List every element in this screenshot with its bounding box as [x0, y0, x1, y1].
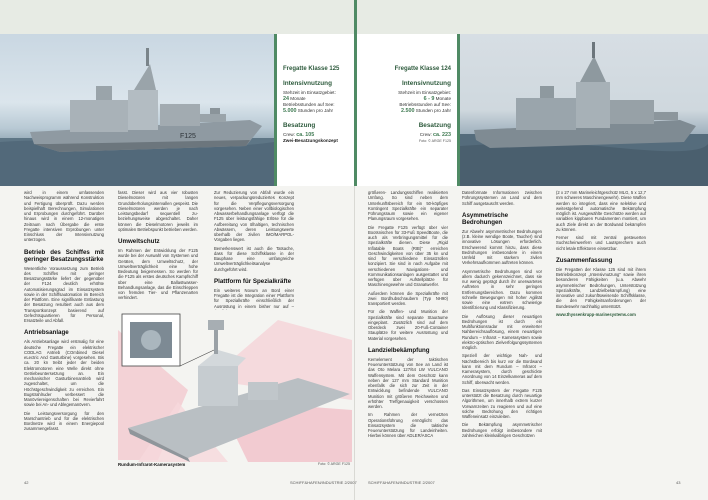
text-column-6	[556, 190, 646, 320]
top-band-right	[357, 0, 708, 34]
panel-line: Stehzeit im Einsatzgebiet:	[398, 90, 451, 95]
paragraph: Die Leistungsversorgung für den Marschantrieb und für die elektrischen Bordnetze wird in einem Energiepool zusammengefasst.	[24, 410, 104, 432]
paragraph: Die Fregatte F125 verfügt über vier Bootsnischen für 33-Fuß SpeedBoote, die auch als Verbringungsmittel für die Spezialkräfte dienen. Diese „Rigid Inflatable Boats (RIB)“ erreichen Geschwindigkeiten von über 35 kn und sind für verschiedene Einsatzrollen konzipiert. Sie sind in nach Aufgabe mit verschiedenen Navigations- und Kommunikationsanlagen ausgestattet und verfügen über Aufstellplätze für Maschinengewehre und Granatwerfer.	[368, 224, 448, 288]
magazine-name-left: SCHIFF&HAFEN/INDUSTRIE 2/2007	[290, 480, 357, 485]
illustration-credit: Foto: © ARGE F125	[318, 462, 351, 466]
panel-value: 2.500	[400, 108, 415, 114]
panel-unit: Stunden pro Jahr	[297, 108, 334, 113]
panel-value-line	[363, 108, 451, 114]
panel-unit: Monate	[435, 96, 451, 101]
panel-unit: Stunden pro Jahr	[415, 108, 451, 113]
paragraph: Wesentliche Voraussetzung zum Betrieb des Schiffes mit geringer Besatzungsstärke liefert der gegenüber der F124 deutlich erhöhte Automatisierungsgrad im Einsatzsystem sowie in der Schiffsautomation im Bereich der Plattform. Eine signifikante Entlastung der Besatzung resultiert auch aus dem Transportkonzept basierend auf Gefechtsquartieren für Personal, Ersatzteile und Abfall.	[24, 265, 104, 323]
panel-crew-label: Crew:	[419, 132, 432, 137]
paragraph: Im Rahmen der vernetzten Operationsführung ermöglicht das Einsatzsystem die taktische Feuerunterstützung für Landeinheiten. Hierbei können über ADLER/ASCA	[368, 412, 448, 439]
panel-heading-besatzung: Besatzung	[418, 122, 451, 129]
illustration-caption: Rundum-Infrarot-Kamerasystem	[118, 462, 186, 467]
panel-crew-note	[283, 138, 348, 144]
paragraph: Außerdem können die Spezialkräfte mit zwei Bordhubschraubern (Typ NH90) transportiert werden.	[368, 290, 448, 306]
paragraph: Speziell der wichtige Nah- und Nächstbereich bis kurz vor die Bordwand kann mit dem Rundum – Infrarot – Kamerasystem, durch geschickte Anordnung von 14 Einzelkameras auf dem Schiff, überwacht werden.	[462, 353, 542, 385]
text-column-2	[118, 190, 198, 304]
panel-value: 6 - 9	[423, 96, 435, 102]
panel-value-line	[283, 108, 348, 114]
panel-line: Stehzeit im Einsatzgebiet:	[283, 90, 336, 95]
panel-line: Betriebsstunden auf See:	[399, 102, 451, 107]
section-heading: Antriebsanlage	[24, 329, 69, 337]
text-column-3	[214, 190, 294, 317]
paragraph: Datenformate Informationen zwischen Führungssystemen an Land und dem Schiff ausgetauscht werden.	[462, 190, 542, 206]
photo-frigate-f124	[460, 34, 708, 186]
paragraph: Die Bekämpfung asymmetrischer Bedrohungen erfolgt insbesondere mit zahlreichen kleinkalibrigen Geschützen	[462, 422, 542, 438]
photo-credit: Foto: © ARGE F125	[418, 139, 451, 143]
infrared-camera-illustration	[118, 310, 352, 462]
panel-line: Betriebsstunden auf See:	[283, 102, 335, 107]
section-heading: Plattform für Spezialkräfte	[214, 277, 292, 285]
panel-heading-besatzung: Besatzung	[283, 122, 316, 129]
page-gutter	[354, 186, 355, 500]
section-heading: Zusammenfassung	[556, 256, 613, 264]
panel-title: Fregatte Klasse 125	[283, 66, 340, 72]
panel-crew-note-text: Zwei-Besatzungskonzept	[283, 138, 338, 143]
paragraph: Kernelement der taktischen Feuerunterstützung von See an Land ist das Oto Melara 127/64 LW VULCANO Waffensystem. Mit dem Geschütz kann neben der 127 mm Standard Munition ebenfalls die sich zur Zeit in der Entwicklung befindende VULCANO Munition mit größeren Reichweiten und erhöhter Treffgenauigkeit verschossen werden.	[368, 356, 448, 409]
svg-text:F125: F125	[180, 133, 196, 140]
paragraph: Die Auflösung dieser neuartigen Bedrohungen ist durch ein Multifunktionsradar mit erweiterter Nahbereichsauflösung, einem neuartigen Rundum – Infrarot – Kamerasystem sowie elektro-optischen Zielverfolgungssystemen möglich.	[462, 313, 542, 350]
paragraph: Bemerkenswert ist auch die Tatsache, dass für diese Schiffsklasse in der Bauphase eine umfangreiche Umweltverträglichkeitsanalyse durchgeführt wird.	[214, 245, 294, 272]
section-heading: Landzielbekämpfung	[368, 346, 430, 354]
paragraph: (2 x 27 mm Marineleichtgeschütz MLG, 5 x 12,7 mm schweres Maschinengewehr). Diese Waffen werden so integriert, dass eine selektive und weitestgehend automatische Bekämpfung möglich ist. Ausgewählte Geschütze werden auf variablen kippbaren Fundamenten montiert, um auch Ziele direkt an der Bordwand bekämpfen zu können.	[556, 190, 646, 232]
paragraph: Ferner sind mit zentral gesteuerten Suchscheinwerfern und Lautsprechern auch nicht letale Effektoren einsetzbar.	[556, 235, 646, 251]
panel-unit: Monate	[290, 96, 306, 101]
panel-value: 5.000	[283, 108, 297, 114]
text-column-5	[462, 190, 542, 441]
paragraph: fasst. Dieser wird aus vier robusten Dieselmotoren mit langen Grundüberholungsintervallen gespeist. Die Dieselmotoren werden je nach Leistungsbedarf sequentiell zu- beziehungsweise abgeschaltet. Daher können die Dieselmotoren jeweils im optimalen Betriebspunkt betrieben werden.	[118, 190, 198, 232]
paragraph: Ein weiteres Novum an Bord einer Fregatte ist die Integration einer Plattform für Spezialkräfte einschließlich der Ausrüstung in einem bisher nur auf –	[214, 287, 294, 309]
section-heading: Umweltschutz	[118, 238, 160, 245]
panel-value: 24	[283, 96, 289, 102]
panel-title: Fregatte Klasse 124	[394, 66, 451, 72]
paragraph: Im Rahmen der Entwicklung der F125 wurde bei der Auswahl von Systemen und Geräten, dem Umweltschutz, der Umweltverträglichkeit eine hohe Bedeutung beigemessen. So werden für die F125 als erstes deutsches Kampfschiff über eine Ballastwasser-Behandlungsanlage, das die Einschleppen von fremden Tier- und Pflanzenarten verhindert.	[118, 248, 198, 301]
panel-heading-intensivnutzung: Intensivnutzung	[402, 80, 451, 87]
photo-frigate-f125	[0, 34, 274, 186]
magazine-name-right: SCHIFF&HAFEN/INDUSTRIE 2/2007	[368, 480, 435, 485]
paragraph: Das Einsatzsystem der Fregatte F125 unterstützt die Besatzung durch neuartige Algorithmen, um innerhalb extrem kurzer Vorwarnzeiten zu reagieren und auf eine solche Bedrohung den richtigen Waffeneinsatz einzuleiten.	[462, 387, 542, 419]
top-band-left	[0, 0, 354, 34]
paragraph: Als Antriebsanlage wird erstmalig für eine deutsche Fregatte ein elektrischer CODLAG Antrieb (COmbined Diesel eLectric And Gasturbine) vorgesehen. Bis ca. 20 kn treibt jeder der beiden Elektromotoren eine Welle direkt ohne Getriebeuntersetzung an. Ein mechanischer Gasturbinenantrieb wird zugeschaltet, um die Höchstgeschwindigkeit zu erreichen. Ein Bugstrahlruder verbessert die Manövriereigenschaften bei Revierfahrt sowie bei An- und Ablegemanövern.	[24, 339, 104, 408]
paragraph: Die Fregatten der Klasse 125 sind mit ihrem Betriebskonzept „Intensivnutzung“ sowie ihren besonderen Fähigkeiten (u.a. Abwehr asymmetrischer Bedrohungen, Unterstützung Spezialkräfte, Landzielbekämpfung) eine innovative und zukunftsweisende Schiffsklasse, die den Fähigkeitsanforderungen der Bundeswehr nachhaltig unterstützt.	[556, 266, 646, 309]
paragraph: größeren- Landungsschiffen realisierten Umfang. So sind neben dem Unterkunftsbereich für ein 50-köpfiges Kontingent Spezialkräfte ein separater Führungsraum sowie ein eigener Planungsraum vorgesehen.	[368, 190, 448, 222]
panel-crew-value: ca. 223	[433, 132, 451, 138]
panel-crew-label: Crew:	[283, 132, 295, 137]
paragraph: Zur Abwehr asymmetrischer Bedrohungen (z.B. kleine wendige Boote, Taucher) sind innovative Lösungen erforderlich. Erschwerend kommt hinzu, dass diese Bedrohungen insbesondere in einem Umfeld mit starkem zivilen Verkehrsaufkommen auftreten können.	[462, 228, 542, 266]
text-column-1	[24, 190, 104, 435]
section-heading: Asymmetrische Bedrohungen	[462, 211, 509, 226]
paragraph: Für die Waffen- und Munition der Spezialkräfte sind separate Stauräume eingeplant. Zusätzlich sind auf dem Oberdeck zwei 20-Fuß-Container Stauplätze für weitere Ausrüstung und Material vorgesehen.	[368, 309, 448, 341]
panel-heading-intensivnutzung: Intensivnutzung	[283, 80, 332, 87]
page-number-right: 43	[676, 480, 681, 485]
panel-crew-value: ca. 105	[296, 132, 315, 138]
website-link[interactable]: www.thyssenkrupp-marinesystems.com	[556, 311, 636, 317]
info-panel-f124	[357, 34, 460, 186]
page-number-left: 42	[24, 480, 29, 485]
panel-crew-line	[363, 132, 451, 138]
paragraph: Asymmetrische Bedrohungen sind vor allem dadurch gekennzeichnet, dass sie nur wenig geprägt durch ihr unerwartetes Auftreten in sehr geringen Entfernungsbereichen. Dazu kommen schnelle Bewegungen mit hoher Agilität sowie eine extrem schwierige Identifizierung und Klassifizierung.	[462, 268, 542, 311]
paragraph: wird in einem umfassenden Nachweisprogramm während Konstruktion und Fertigung überprüft. Dazu werden beispielhaft Berechnungen, Simulationen und Erprobungen durchgeführt. Darüber hinaus wird in einem 12-monatigen Zeitraum nach Übergabe die erste Fregatte intensiven Erprobungen unter Einschluss der Intensivnutzung unterzogen.	[24, 190, 104, 243]
info-panel-f125	[274, 34, 354, 186]
section-heading: Betrieb des Schiffes mit geringer Besatzungsstärke	[24, 248, 104, 263]
paragraph: Zur Reduzierung von Abfall wurde ein neues, verpackungsreduziertes Konzept für die Verpflegungsversorgung vorgesehen. Neben einer vollbiologischen Abwasserbehandlungsanlage verfügt die F125 über leistungsfähige Erlöse für die Aufbereitung von ölhaltigen, technischen Abwässern, deren Leistungswerte überhalb der zivilen IMO/MARPOL-Vorgaben liegen.	[214, 190, 294, 243]
text-column-4	[368, 190, 448, 442]
